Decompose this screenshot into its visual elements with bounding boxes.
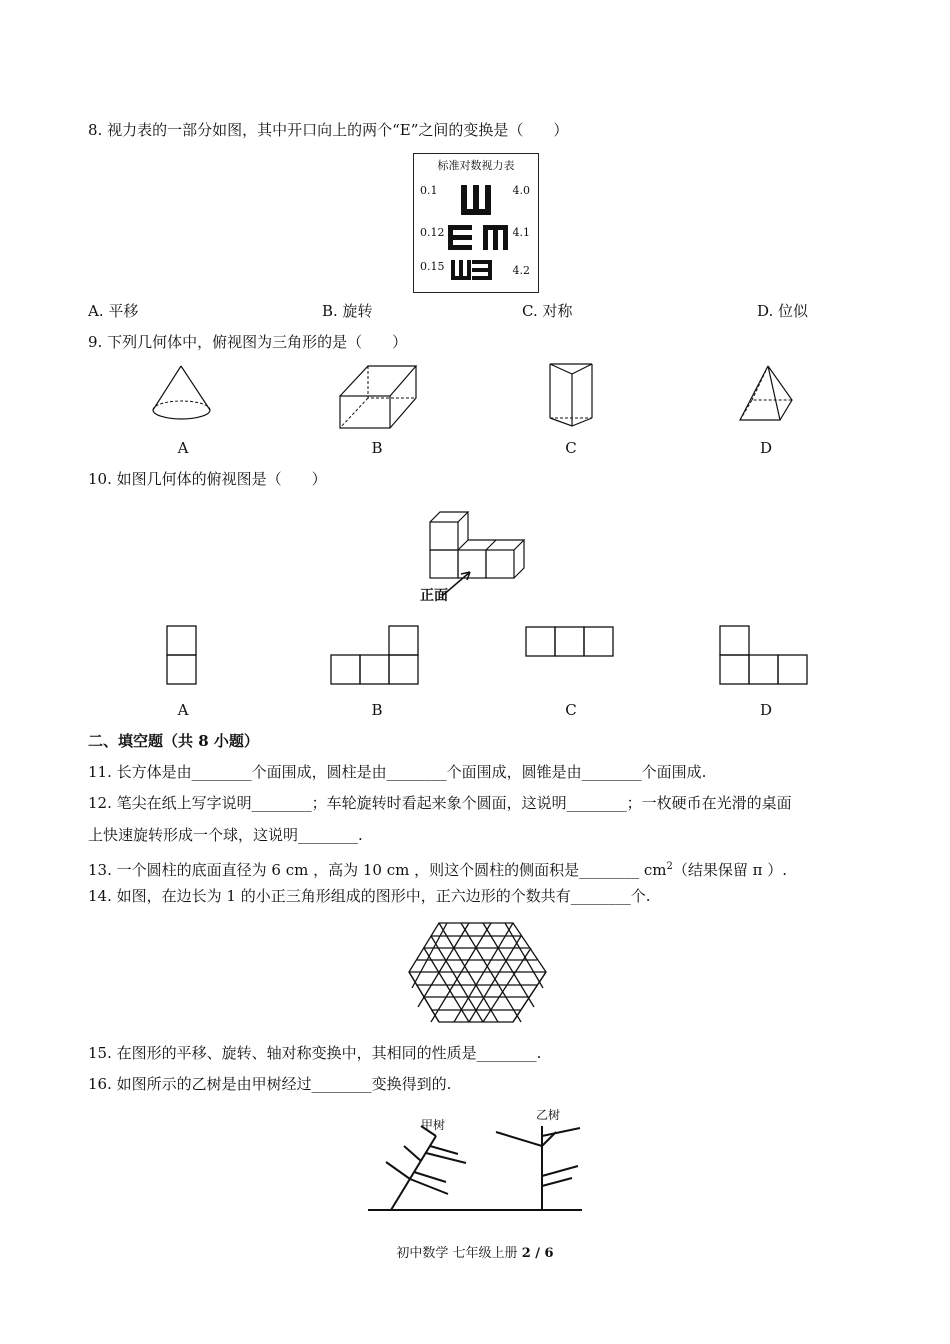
- eye-chart-left-1: 0.1: [420, 184, 438, 197]
- triangular-prism-figure: [548, 362, 594, 428]
- footer-subject: 初中数学 七年级上册: [396, 1246, 522, 1261]
- eye-chart-right-1: 4.0: [512, 184, 530, 197]
- cuboid-figure: [338, 364, 418, 430]
- q10-label-d[interactable]: D: [759, 701, 773, 719]
- pyramid-figure: [736, 364, 796, 424]
- q9-label-a[interactable]: A: [177, 439, 189, 457]
- q10-option-b-figure: [330, 625, 420, 685]
- footer-page-number: 2 / 6: [521, 1246, 554, 1261]
- q9-label-d[interactable]: D: [759, 439, 773, 457]
- q13-text-main: 13. 一个圆柱的底面直径为 6 cm ，高为 10 cm ，则这个圆柱的侧面积是________ cm: [88, 861, 667, 879]
- q13-text: [88, 857, 787, 880]
- cube-figure-caption: 正面: [420, 588, 448, 604]
- eye-chart-title: 标准对数视力表: [437, 159, 515, 172]
- q12-text-line-2: 上快速旋转形成一个球，这说明________.: [88, 826, 363, 844]
- hexagon-triangle-grid-figure: [405, 920, 555, 1030]
- q10-option-a-figure: [166, 625, 198, 685]
- page-footer: [0, 1245, 950, 1263]
- eye-chart-e-symbols: [414, 154, 538, 292]
- eye-chart-right-3: 4.2: [512, 264, 530, 277]
- q13-superscript: 2: [666, 861, 673, 872]
- q8-option-d[interactable]: D. 位似: [757, 302, 809, 320]
- q16-text: 16. 如图所示的乙树是由甲树经过________变换得到的.: [88, 1075, 452, 1093]
- q10-option-c-figure: [525, 626, 615, 658]
- eye-chart-figure: [413, 153, 539, 293]
- q10-option-d-figure: [719, 625, 809, 685]
- q10-label-c[interactable]: C: [565, 701, 577, 719]
- q10-label-a[interactable]: A: [177, 701, 189, 719]
- eye-chart-left-2: 0.12: [420, 226, 445, 239]
- q12-text-line-1: 12. 笔尖在纸上写字说明________；车轮旋转时看起来象个圆面，这说明________；一枚硬币在光滑的桌面: [88, 794, 792, 812]
- tree-a-label: 甲树: [421, 1118, 446, 1132]
- cone-figure: [148, 364, 218, 424]
- trees-figure: [366, 1106, 586, 1216]
- q9-label-b[interactable]: B: [371, 439, 383, 457]
- q9-stem: 9. 下列几何体中，俯视图为三角形的是（ ）: [88, 333, 408, 351]
- q15-text: 15. 在图形的平移、旋转、轴对称变换中，其相同的性质是________.: [88, 1044, 542, 1062]
- q8-stem: 8. 视力表的一部分如图，其中开口向上的两个“E”之间的变换是（ ）: [88, 121, 569, 139]
- eye-chart-left-3: 0.15: [420, 260, 445, 273]
- tree-b-label: 乙树: [536, 1108, 561, 1122]
- q11-text: 11. 长方体是由________个面围成，圆柱是由________个面围成，圆锥是由________个面围成.: [88, 763, 707, 781]
- q8-option-b[interactable]: B. 旋转: [322, 302, 373, 320]
- q14-text: 14. 如图，在边长为 1 的小正三角形组成的图形中，正六边形的个数共有________个.: [88, 887, 651, 905]
- q10-label-b[interactable]: B: [371, 701, 383, 719]
- q13-text-tail: （结果保留 π ）.: [672, 861, 788, 879]
- q8-option-a[interactable]: A. 平移: [88, 302, 139, 320]
- q10-stem: 10. 如图几何体的俯视图是（ ）: [88, 470, 327, 488]
- q8-option-c[interactable]: C. 对称: [522, 302, 573, 320]
- q9-label-c[interactable]: C: [565, 439, 577, 457]
- eye-chart-right-2: 4.1: [512, 226, 530, 239]
- section-2-title: 二、填空题（共 8 小题）: [88, 732, 259, 750]
